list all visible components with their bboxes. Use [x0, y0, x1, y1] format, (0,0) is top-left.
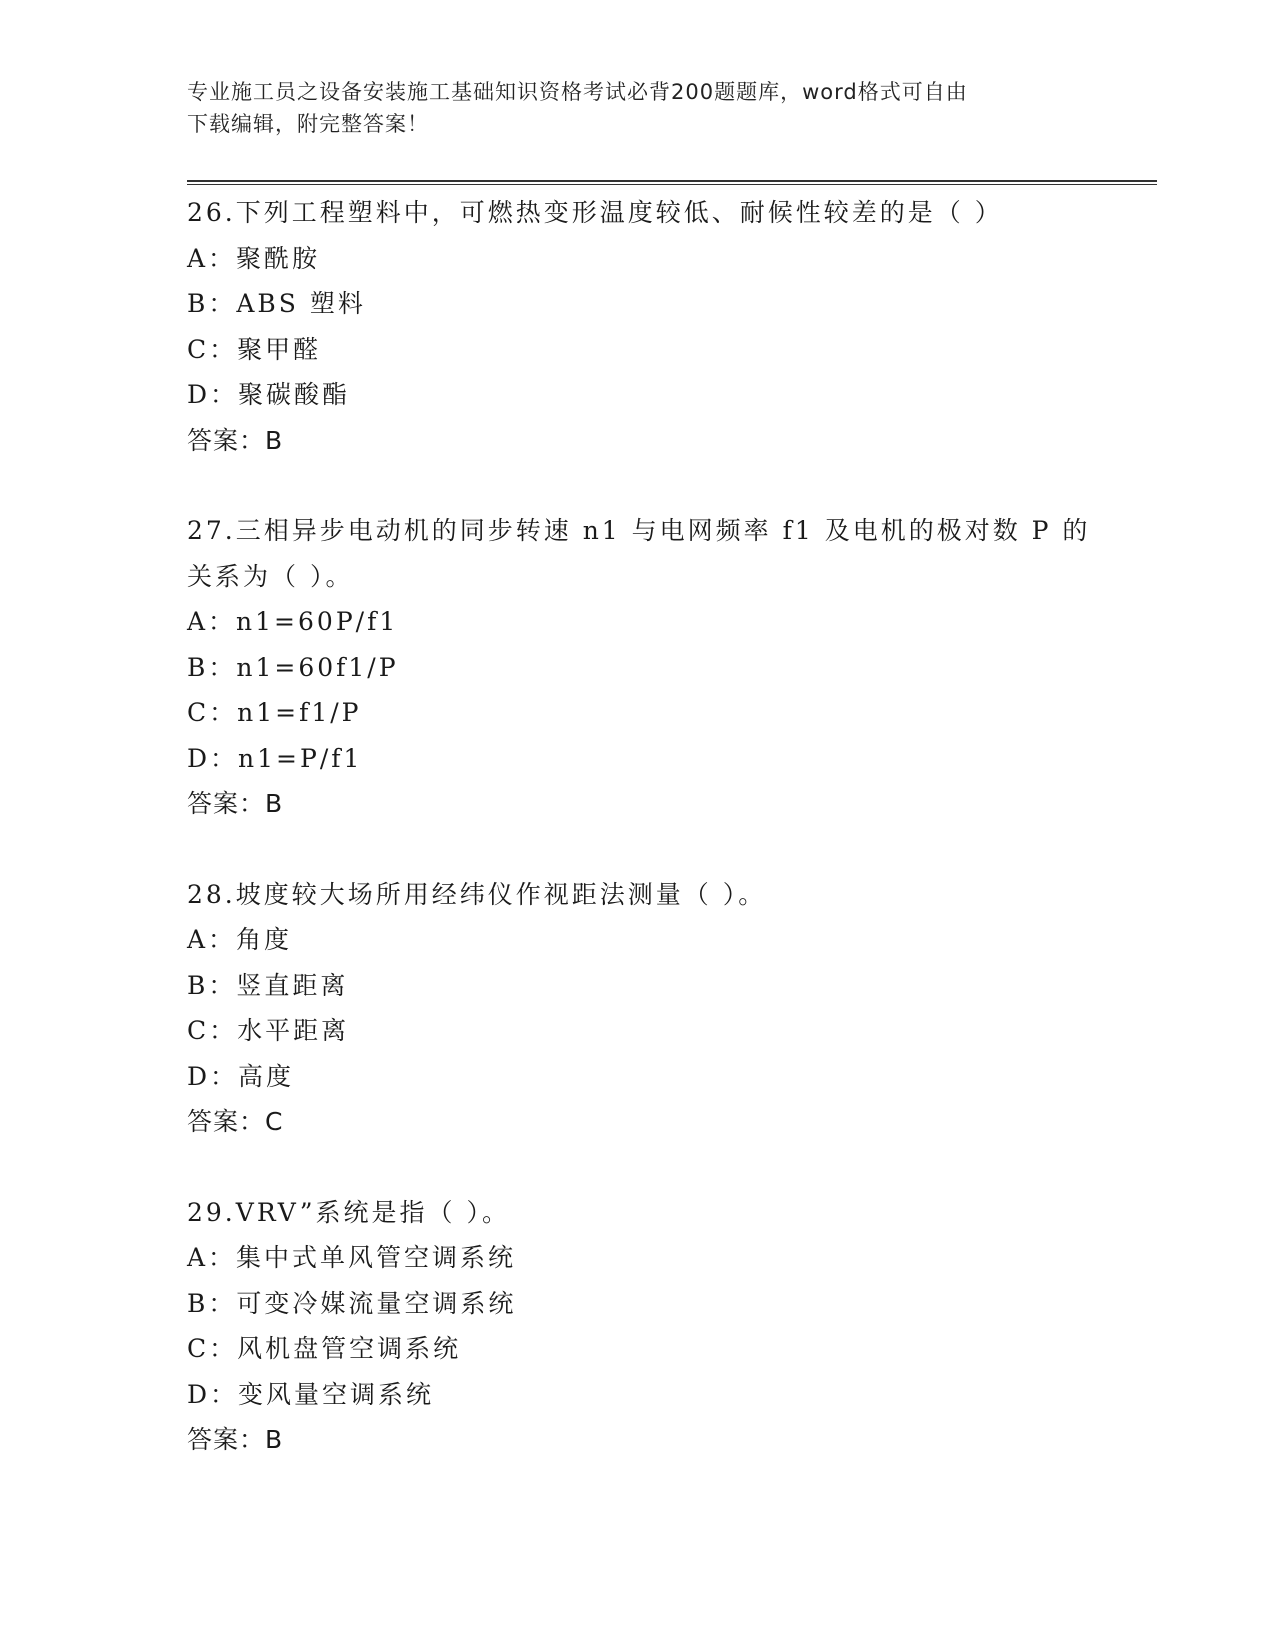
answer-label: 答案：B — [187, 1425, 284, 1454]
question-28 — [187, 872, 1087, 1145]
question-stem: 29.VRV”系统是指（ ）。 — [187, 1197, 510, 1227]
option-a: A：角度 — [187, 925, 293, 954]
option-b: B：可变冷媒流量空调系统 — [187, 1288, 517, 1318]
question-list — [187, 190, 1091, 1508]
option-a: A：集中式单风管空调系统 — [187, 1243, 517, 1272]
option-a: A：n1=60P/f1 — [187, 607, 399, 636]
document-header — [187, 76, 1107, 140]
header-line-2: 下载编辑，附完整答案！ — [187, 112, 429, 136]
option-c: C：风机盘管空调系统 — [187, 1334, 462, 1363]
option-b: B：竖直距离 — [187, 970, 349, 1000]
header-line-1: 专业施工员之设备安装施工基础知识资格考试必背200题题库，word格式可自由 — [187, 80, 968, 104]
answer-label: 答案：C — [187, 1107, 284, 1136]
header-divider — [187, 180, 1157, 182]
question-stem: 26.下列工程塑料中，可燃热变形温度较低、耐候性较差的是（ ） — [187, 198, 1003, 227]
option-b: B：ABS 塑料 — [187, 289, 366, 318]
answer-label: 答案：B — [187, 789, 284, 818]
question-stem-line-1: 27.三相异步电动机的同步转速 n1 与电网频率 f1 及电机的极对数 P 的 — [187, 516, 1091, 545]
question-27 — [187, 508, 1091, 827]
option-a: A：聚酰胺 — [187, 243, 321, 273]
question-stem-line-2: 关系为（ ）。 — [187, 561, 354, 591]
question-26 — [187, 190, 1087, 463]
header-divider-thin — [187, 184, 1157, 185]
option-c: C：水平距离 — [187, 1016, 350, 1045]
option-b: B：n1=60f1/P — [187, 652, 399, 682]
option-c: C：n1=f1/P — [187, 698, 362, 727]
option-d: D：变风量空调系统 — [187, 1379, 435, 1409]
option-d: D：n1=P/f1 — [187, 743, 363, 773]
answer-label: 答案：B — [187, 425, 284, 455]
option-d: D：高度 — [187, 1061, 295, 1091]
question-stem: 28.坡度较大场所用经纬仪作视距法测量（ ）。 — [187, 879, 767, 909]
option-d: D：聚碳酸酯 — [187, 380, 351, 409]
question-29 — [187, 1190, 1087, 1463]
option-c: C：聚甲醛 — [187, 334, 322, 364]
